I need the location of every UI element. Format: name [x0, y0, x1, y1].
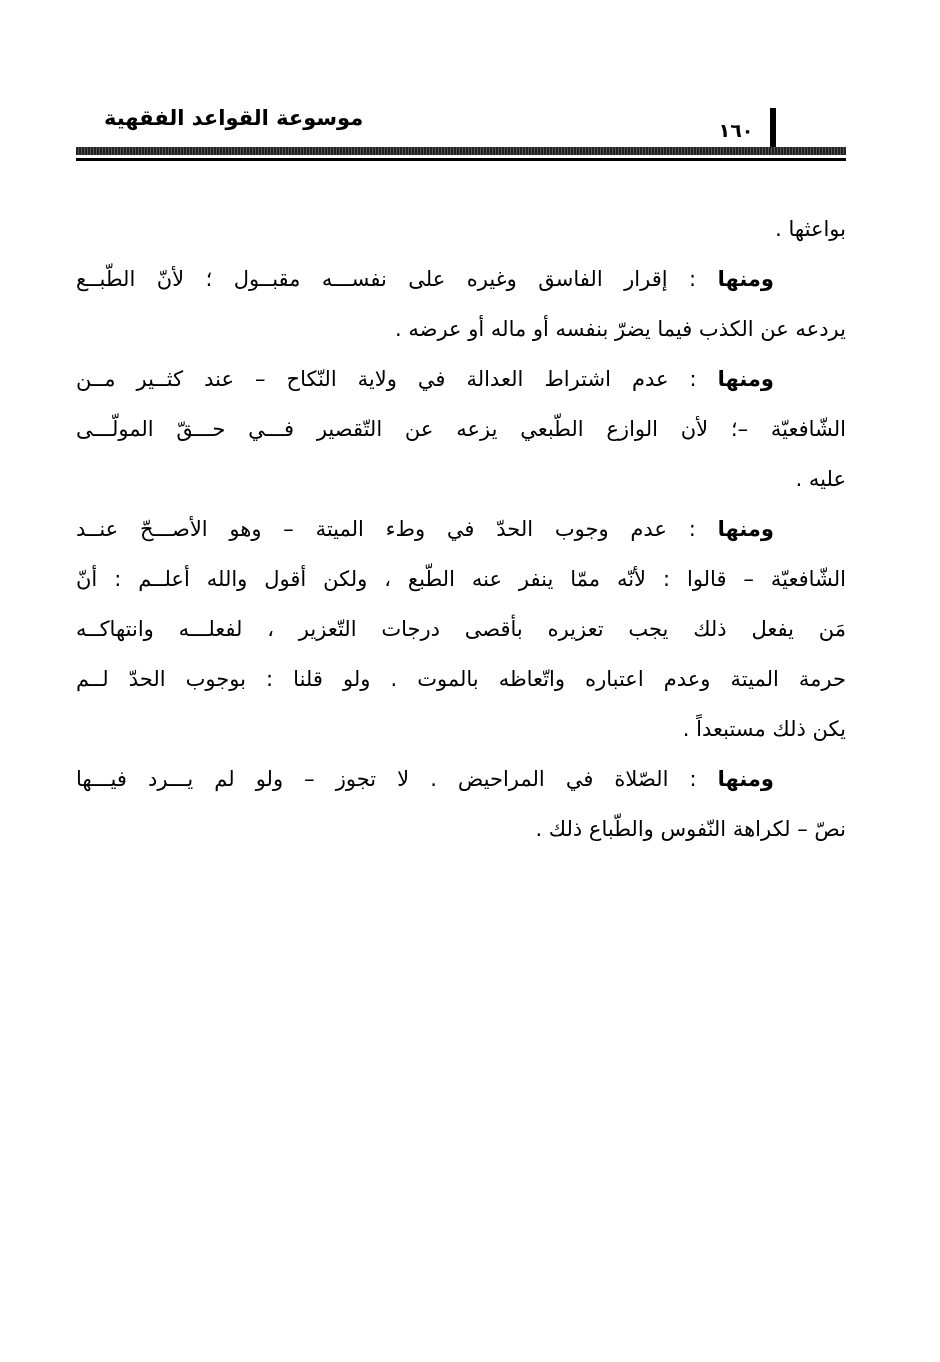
- text-line: [76, 504, 846, 554]
- text-line-rest: : عدم اشتراط العدالة في ولاية النّكاح – عند كثــير مــن: [76, 367, 718, 391]
- body-text: [76, 204, 846, 854]
- paragraph-lead: ومنها: [717, 367, 774, 391]
- text-line: [76, 354, 846, 404]
- text-line-rest: : الصّلاة في المراحيض . لا تجوز – ولو لم يـــرد فيـــها: [76, 767, 718, 791]
- text-line: حرمة الميتة وعدم اعتباره واتّعاظه بالموت . ولو قلنا : بوجوب الحدّ لــم: [76, 667, 846, 691]
- text-line: مَن يفعل ذلك يجب تعزيره بأقصى درجات التّعزير ، لفعلـــه وانتهاكــه: [76, 617, 846, 641]
- page-number: ١٦٠: [718, 120, 754, 142]
- text-line-rest: : عدم وجوب الحدّ في وطء الميتة – وهو الأصـــحّ عنــد: [76, 517, 718, 541]
- header-rule-thin: [76, 158, 846, 161]
- header-rule-thick: [76, 147, 846, 155]
- text-line: بواعثها .: [775, 217, 846, 241]
- paragraph-lead: ومنها: [717, 267, 774, 291]
- text-line-rest: : إقرار الفاسق وغيره على نفســـه مقبــول ؛ لأنّ الطّبــع: [76, 267, 718, 291]
- running-header-title: موسوعة القواعد الفقهية: [104, 106, 364, 130]
- paragraph-lead: ومنها: [717, 517, 774, 541]
- text-line: يكن ذلك مستبعداً .: [682, 717, 846, 741]
- text-line: يردعه عن الكذب فيما يضرّ بنفسه أو ماله أو عرضه .: [395, 317, 846, 341]
- text-line: [76, 254, 846, 304]
- text-line: نصّ – لكراهة النّفوس والطّباع ذلك .: [535, 817, 846, 841]
- paragraph-lead: ومنها: [717, 767, 774, 791]
- text-line: [76, 754, 846, 804]
- text-line: الشّافعيّة – قالوا : لأنّه ممّا ينفر عنه الطّبع ، ولكن أقول والله أعلــم : أنّ: [76, 567, 846, 591]
- text-line: عليه .: [795, 467, 846, 491]
- text-line: الشّافعيّة –؛ لأن الوازع الطّبعي يزعه عن التّقصير فـــي حـــقّ المولّـــى: [76, 417, 846, 441]
